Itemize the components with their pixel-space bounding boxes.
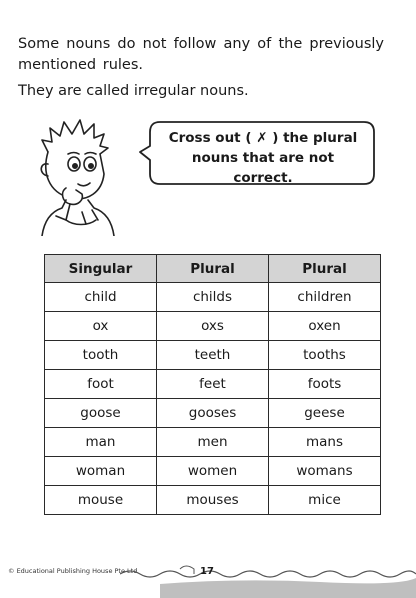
singular-cell: foot — [45, 370, 157, 399]
page-number: 17 — [200, 566, 214, 577]
table-row — [45, 370, 381, 399]
plural-option-cell[interactable]: childs — [157, 283, 269, 312]
plural-option-cell[interactable]: tooths — [269, 341, 381, 370]
plural-option-cell[interactable]: men — [157, 428, 269, 457]
header-plural-2: Plural — [269, 255, 381, 283]
singular-cell: ox — [45, 312, 157, 341]
table-row — [45, 399, 381, 428]
singular-cell: child — [45, 283, 157, 312]
irregular-nouns-table — [44, 254, 381, 515]
plural-option-cell[interactable]: foots — [269, 370, 381, 399]
plural-option-cell[interactable]: women — [157, 457, 269, 486]
table-row — [45, 283, 381, 312]
plural-option-cell[interactable]: oxs — [157, 312, 269, 341]
table-row — [45, 486, 381, 515]
table-row — [45, 312, 381, 341]
plural-option-cell[interactable]: gooses — [157, 399, 269, 428]
plural-option-cell[interactable]: teeth — [157, 341, 269, 370]
table-header-row — [45, 255, 381, 283]
singular-cell: tooth — [45, 341, 157, 370]
table-row — [45, 341, 381, 370]
singular-cell: goose — [45, 399, 157, 428]
plural-option-cell[interactable]: children — [269, 283, 381, 312]
plural-option-cell[interactable]: mouses — [157, 486, 269, 515]
intro-definition: They are called irregular nouns. — [18, 83, 249, 99]
plural-option-cell[interactable]: oxen — [269, 312, 381, 341]
plural-option-cell[interactable]: mice — [269, 486, 381, 515]
plural-option-cell[interactable]: mans — [269, 428, 381, 457]
header-singular: Singular — [45, 255, 157, 283]
header-plural-1: Plural — [157, 255, 269, 283]
copyright-notice: © Educational Publishing House Pte Ltd — [8, 567, 138, 575]
instruction-line-2: nouns that are not correct. — [191, 150, 335, 186]
singular-cell: man — [45, 428, 157, 457]
plural-option-cell[interactable]: womans — [269, 457, 381, 486]
plural-option-cell[interactable]: feet — [157, 370, 269, 399]
intro-text: Some nouns do not follow any of the previously mentioned rules. — [18, 36, 384, 73]
singular-cell: woman — [45, 457, 157, 486]
plural-option-cell[interactable]: geese — [269, 399, 381, 428]
instruction-text — [160, 128, 366, 188]
singular-cell: mouse — [45, 486, 157, 515]
table-row — [45, 457, 381, 486]
table-row — [45, 428, 381, 457]
instruction-line-1: Cross out ( ✗ ) the plural — [168, 130, 358, 146]
thinking-boy-icon — [26, 112, 136, 236]
footer-wave-decoration — [120, 560, 416, 598]
